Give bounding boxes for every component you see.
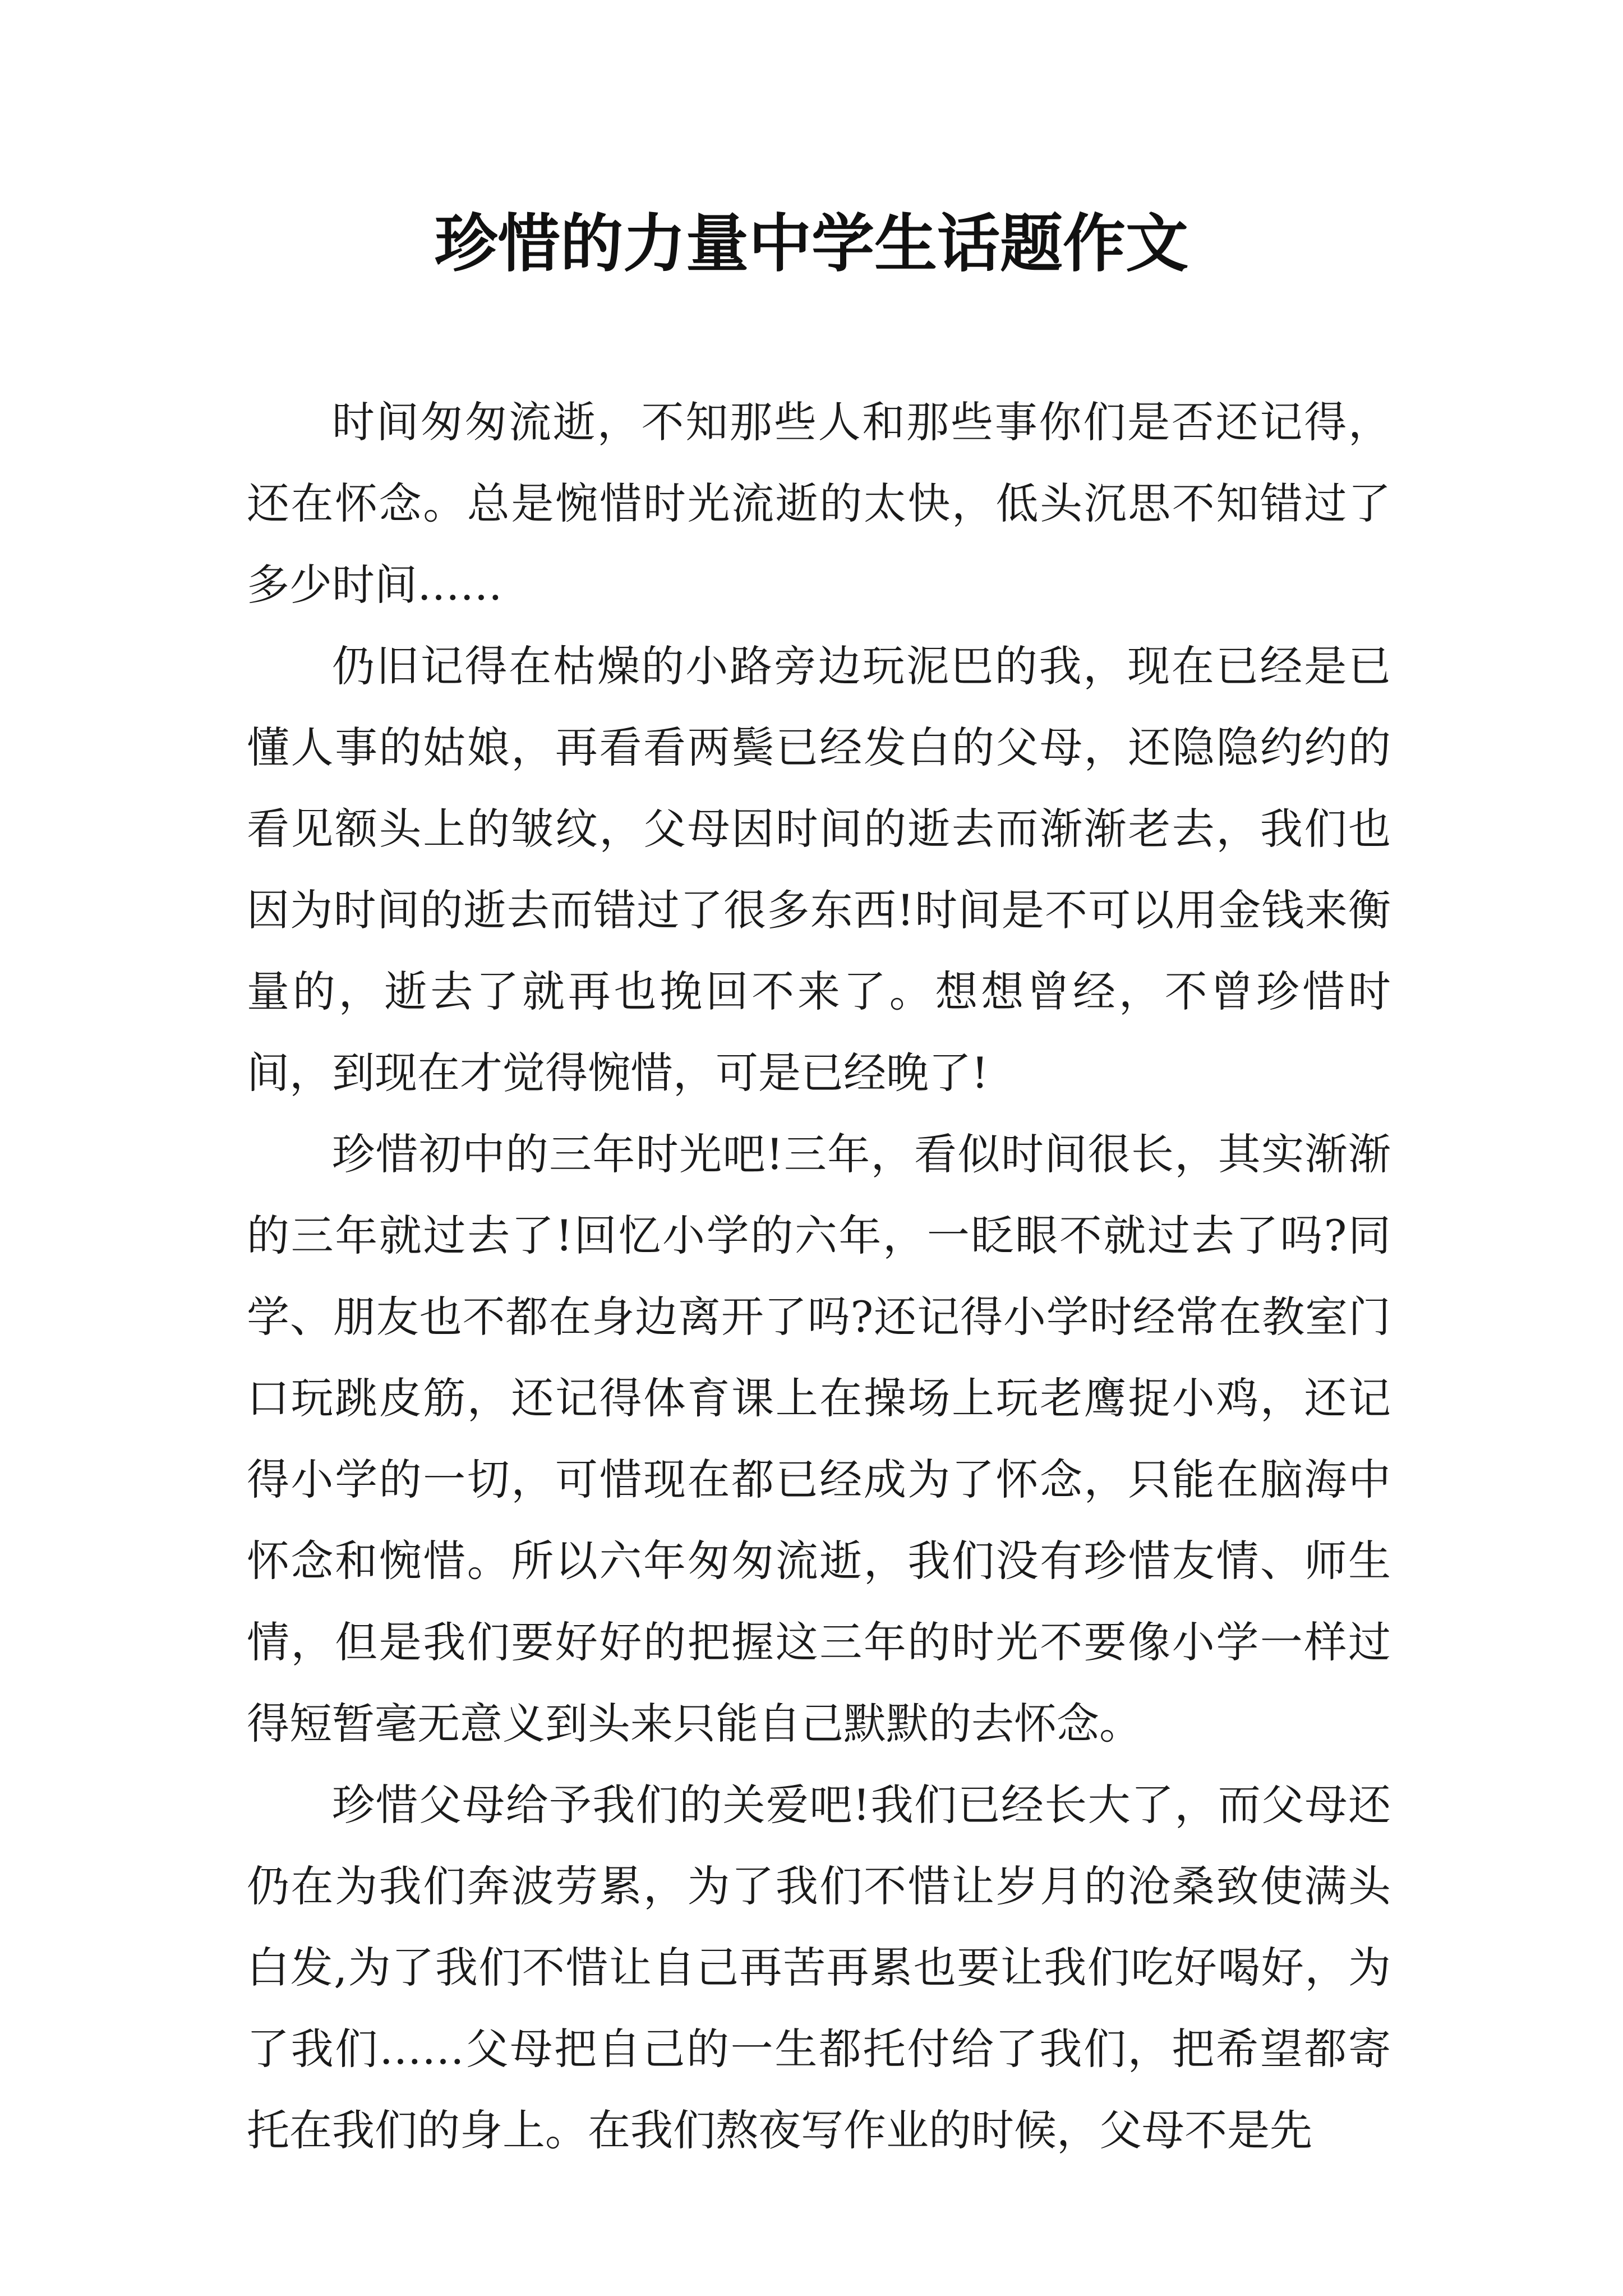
document-body [247, 381, 1391, 2171]
paragraph-2: 仍旧记得在枯燥的小路旁边玩泥巴的我，现在已经是已懂人事的姑娘，再看看两鬓已经发白的父母，还隐隐约约的看见额头上的皱纹，父母因时间的逝去而渐渐老去，我们也因为时间的逝去而错过了很多东西!时间是不可以用金钱来衡量的，逝去了就再也挽回不来了。想想曾经，不曾珍惜时间，到现在才觉得惋惜，可是已经晚了! [247, 641, 1391, 1098]
paragraph-1: 时间匆匆流逝，不知那些人和那些事你们是否还记得，还在怀念。总是惋惜时光流逝的太快，低头沉思不知错过了多少时间…… [247, 397, 1391, 610]
paragraph-4: 珍惜父母给予我们的关爱吧!我们已经长大了，而父母还仍在为我们奔波劳累，为了我们不惜让岁月的沧桑致使满头白发,为了我们不惜让自己再苦再累也要让我们吃好喝好，为了我们……父母把自己的一生都托付给了我们，把希望都寄托在我们的身上。在我们熬夜写作业的时候，父母不是先 [247, 1780, 1391, 2155]
document-title: 珍惜的力量中学生话题作文 [435, 208, 1188, 280]
paragraph-3: 珍惜初中的三年时光吧!三年，看似时间很长，其实渐渐的三年就过去了!回忆小学的六年，一眨眼不就过去了吗?同学、朋友也不都在身边离开了吗?还记得小学时经常在教室门口玩跳皮筋，还记得体育课上在操场上玩老鹰捉小鸡，还记得小学的一切，可惜现在都已经成为了怀念，只能在脑海中怀念和惋惜。所以六年匆匆流逝，我们没有珍惜友情、师生情，但是我们要好好的把握这三年的时光不要像小学一样过得短暂毫无意义到头来只能自己默默的去怀念。 [247, 1129, 1391, 1749]
